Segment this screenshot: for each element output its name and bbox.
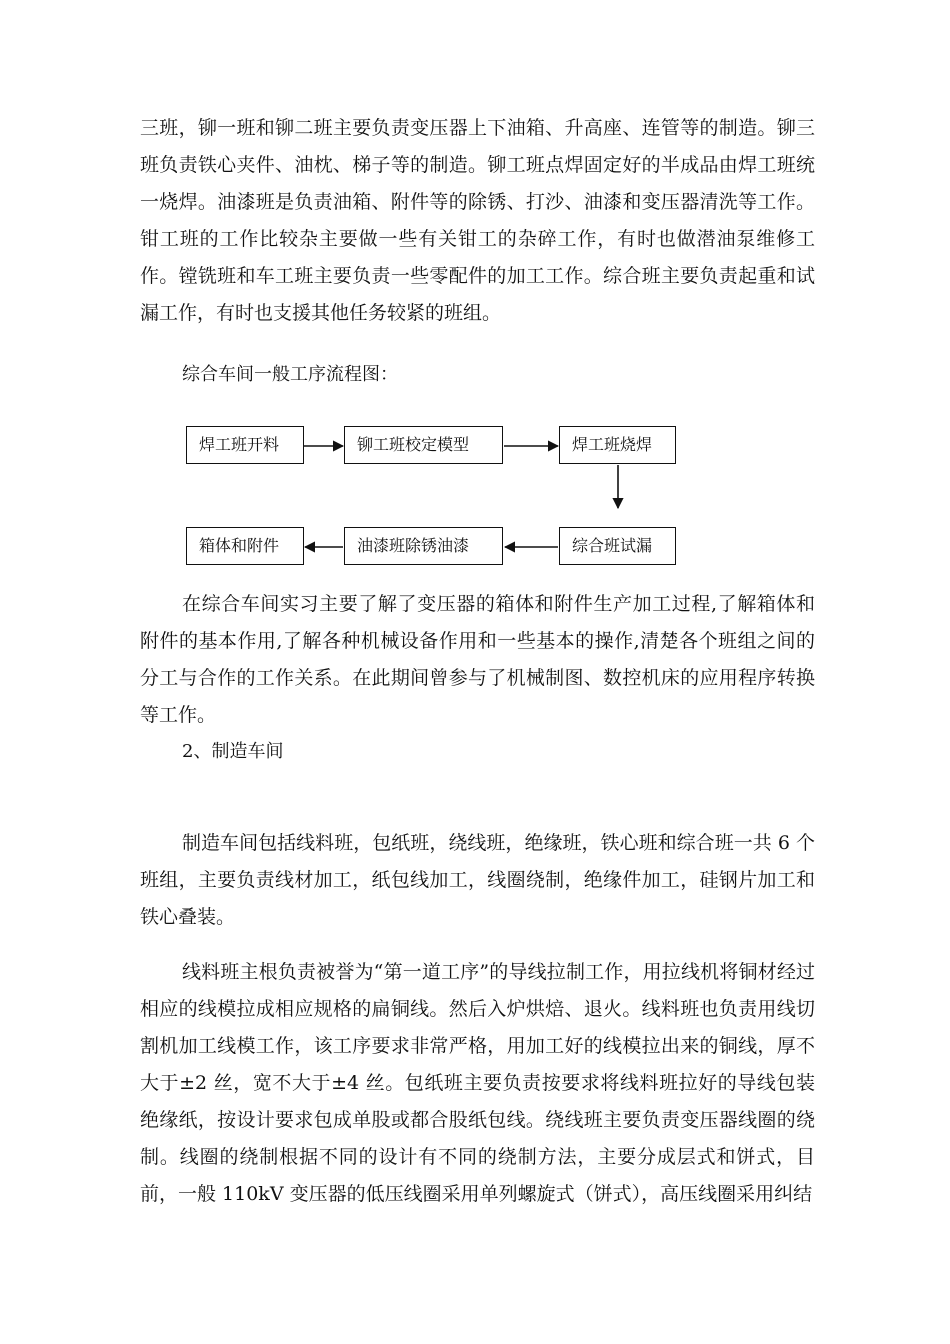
- flow-step-2: 铆工班校定模型: [344, 426, 503, 464]
- flow-step-4: 综合班试漏: [559, 527, 676, 565]
- flow-step-5: 油漆班除锈油漆: [344, 527, 503, 565]
- paragraph-manufacturing-shop-overview: 制造车间包括线料班，包纸班，绕线班，绝缘班，铁心班和综合班一共 6 个班组，主要负责线材加工，纸包线加工，线圈绕制，绝缘件加工，硅钢片加工和铁心叠装。: [140, 832, 815, 928]
- flow-step-6: 箱体和附件: [186, 527, 304, 565]
- flow-step-3: 焊工班烧焊: [559, 426, 676, 464]
- paragraph-wire-and-winding-teams: 线料班主根负责被誉为“第一道工序”的导线拉制工作，用拉线机将铜材经过相应的线模拉成相应规格的扁铜线。然后入炉烘焙、退火。线料班也负责用线切割机加工线模工作，该工序要求非常严格，用加工好的线模拉出来的铜线，厚不大于±2 丝，宽不大于±4 丝。包纸班主要负责按要求将线料班拉好的导线包装绝缘纸，按设计要求包成单股或都合股纸包线。绕线班主要负责变压器线圈的绕制。线圈的绕制根据不同的设计有不同的绕制方法，主要分成层式和饼式，目前，一般 110kV 变压器的低压线圈采用单列螺旋式（饼式），高压线圈采用纠结: [140, 961, 815, 1205]
- section-heading-manufacturing-shop: 2、制造车间: [182, 741, 284, 762]
- paragraph-assembly-shop-teams: 三班，铆一班和铆二班主要负责变压器上下油箱、升高座、连管等的制造。铆三班负责铁心夹件、油枕、梯子等的制造。铆工班点焊固定好的半成品由焊工班统一烧焊。油漆班是负责油箱、附件等的除锈、打沙、油漆和变压器清洗等工作。钳工班的工作比较杂主要做一些有关钳工的杂碎工作，有时也做潜油泵维修工作。镗铣班和车工班主要负责一些零配件的加工工作。综合班主要负责起重和试漏工作，有时也支援其他任务较紧的班组。: [140, 117, 815, 324]
- flow-step-1: 焊工班开料: [186, 426, 304, 464]
- flowchart-caption: 综合车间一般工序流程图：: [182, 364, 398, 385]
- paragraph-assembly-shop-summary: 在综合车间实习主要了解了变压器的箱体和附件生产加工过程,了解箱体和附件的基本作用,了解各种机械设备作用和一些基本的操作,清楚各个班组之间的分工与合作的工作关系。在此期间曾参与了机械制图、数控机床的应用程序转换等工作。: [140, 593, 815, 726]
